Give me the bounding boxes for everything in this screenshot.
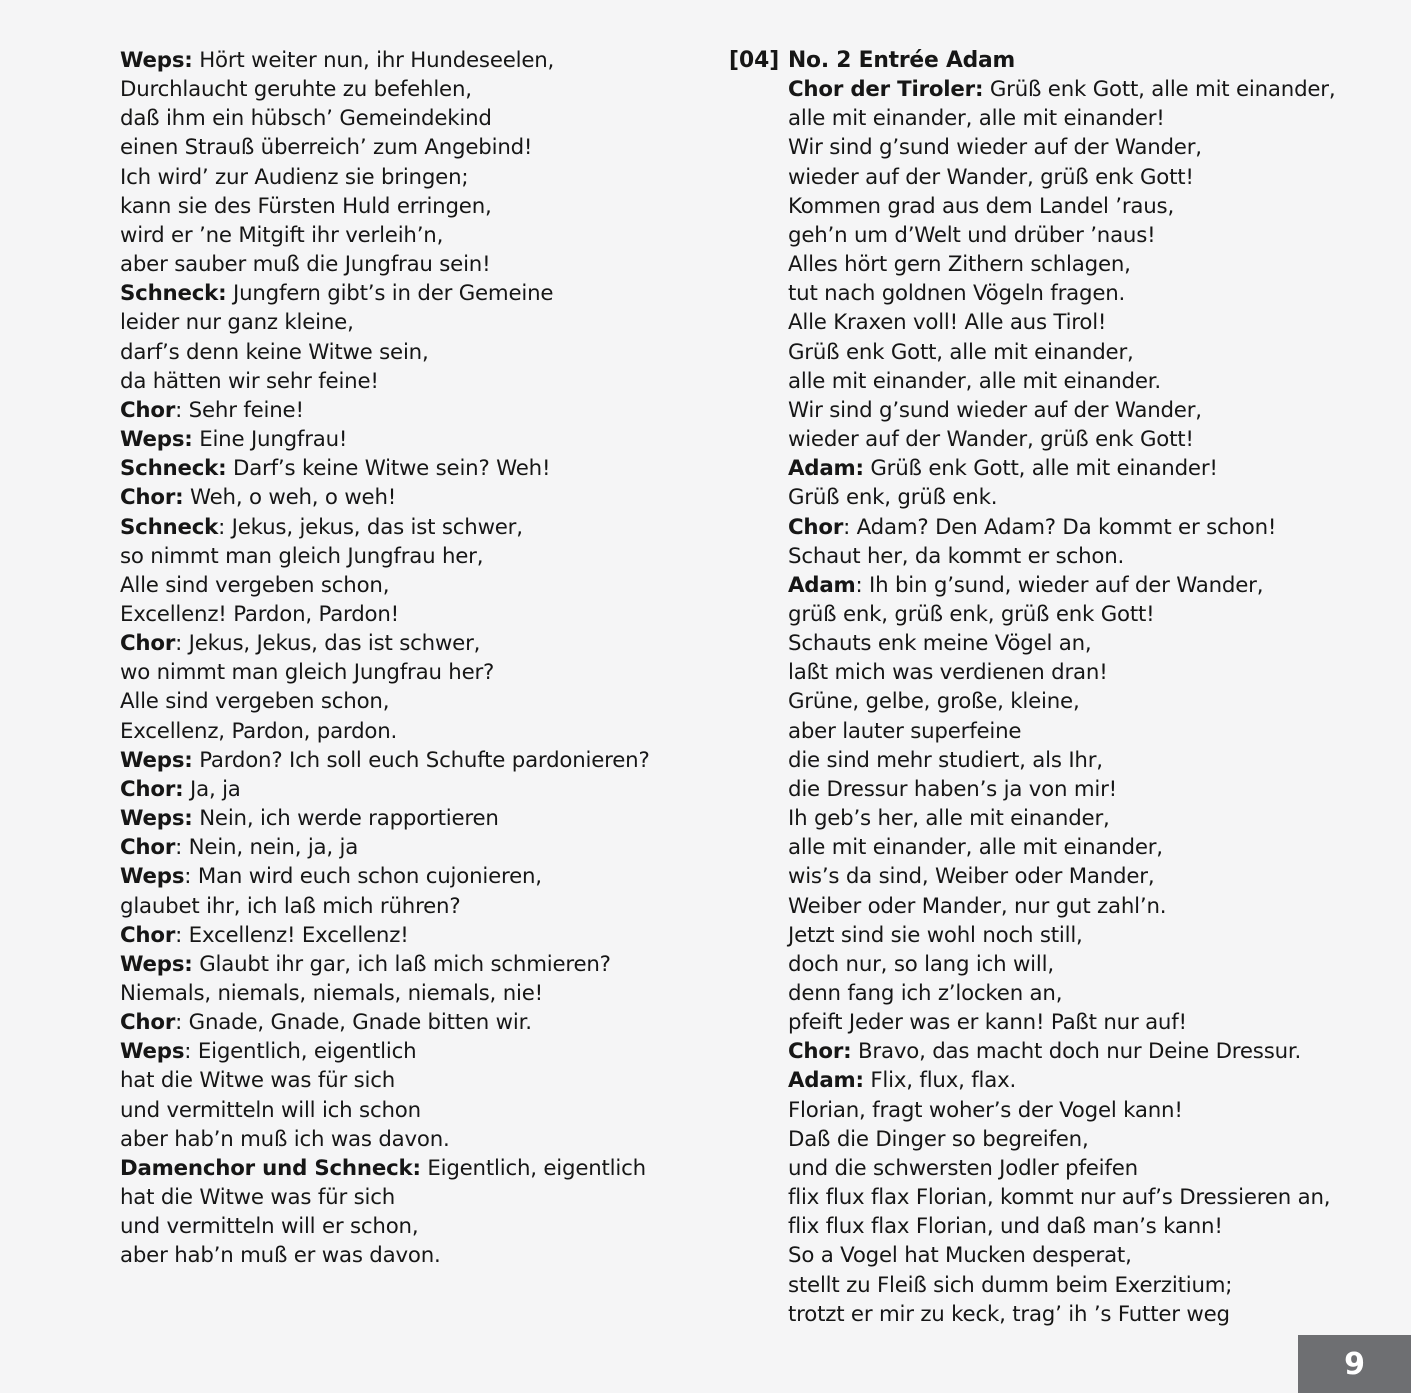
line-text: flix flux flax Florian, und daß man’s kann! <box>788 1214 1223 1240</box>
line-text: : Adam? Den Adam? Da kommt er schon! <box>843 514 1277 540</box>
line-text: Daß die Dinger so begreifen, <box>788 1126 1089 1152</box>
line-text: : Gnade, Gnade, Gnade bitten wir. <box>175 1010 532 1036</box>
line-text: Schauts enk meine Vögel an, <box>788 631 1092 657</box>
speaker-name: Schneck: <box>120 281 227 307</box>
speaker-name: Schneck: <box>120 456 227 482</box>
libretto-line <box>788 513 1388 542</box>
speaker-name: Chor: <box>120 776 184 802</box>
line-text: Grüß enk Gott, alle mit einander! <box>863 456 1218 482</box>
libretto-line <box>788 104 1388 133</box>
speaker-name: Weps: <box>120 48 193 73</box>
speaker-name: Weps <box>120 1039 185 1065</box>
libretto-line <box>120 1183 680 1212</box>
line-text: aber hab’n muß ich was davon. <box>120 1126 450 1152</box>
line-text: Grüß enk Gott, alle mit einander, <box>983 77 1336 103</box>
libretto-line <box>788 1241 1388 1270</box>
line-text: Weh, o weh, o weh! <box>183 485 397 511</box>
line-text: Ja, ja <box>183 776 241 802</box>
line-text: Niemals, niemals, niemals, niemals, nie! <box>120 981 543 1006</box>
libretto-line <box>788 542 1388 571</box>
libretto-line <box>120 921 680 950</box>
line-text: alle mit einander, alle mit einander, <box>788 835 1163 861</box>
libretto-line <box>788 892 1388 921</box>
libretto-line <box>120 163 680 192</box>
libretto-line <box>120 600 680 629</box>
line-text: leider nur ganz kleine, <box>120 310 354 336</box>
speaker-name: Chor <box>120 1010 176 1036</box>
libretto-line <box>120 454 680 483</box>
libretto-line <box>788 862 1388 891</box>
libretto-line <box>788 367 1388 396</box>
libretto-line <box>788 192 1388 221</box>
libretto-line <box>120 1154 680 1183</box>
libretto-line <box>120 425 680 454</box>
line-text: Florian, fragt woher’s der Vogel kann! <box>788 1097 1183 1123</box>
libretto-line <box>788 950 1388 979</box>
right-lines <box>788 75 1388 1329</box>
speaker-name: Damenchor und Schneck: <box>120 1155 421 1181</box>
libretto-line <box>788 279 1388 308</box>
line-text: tut nach goldnen Vögeln fragen. <box>788 281 1126 307</box>
line-text: Nein, ich werde rapportieren <box>192 806 499 832</box>
libretto-line <box>788 1183 1388 1212</box>
libretto-line <box>120 979 680 1008</box>
line-text: wieder auf der Wander, grüß enk Gott! <box>788 427 1194 453</box>
line-text: Weiber oder Mander, nur gut zahl’n. <box>788 893 1167 919</box>
libretto-line <box>120 513 680 542</box>
libretto-line <box>120 1241 680 1270</box>
libretto-line <box>788 1008 1388 1037</box>
libretto-line <box>788 600 1388 629</box>
line-text: : Eigentlich, eigentlich <box>184 1039 417 1065</box>
line-text: Ich wird’ zur Audienz sie bringen; <box>120 164 469 190</box>
libretto-line <box>120 1212 680 1241</box>
libretto-line <box>120 192 680 221</box>
line-text: und vermitteln will ich schon <box>120 1097 421 1123</box>
speaker-name: Adam: <box>788 1068 864 1094</box>
speaker-name: Schneck <box>120 514 219 540</box>
line-text: stellt zu Fleiß sich dumm beim Exerzitium; <box>788 1272 1233 1298</box>
libretto-line <box>788 571 1388 600</box>
libretto-line <box>120 1096 680 1125</box>
libretto-line <box>120 133 680 162</box>
speaker-name: Chor: <box>120 485 184 511</box>
speaker-name: Chor <box>120 631 176 657</box>
line-text: alle mit einander, alle mit einander! <box>788 106 1165 132</box>
line-text: Excellenz, Pardon, pardon. <box>120 718 398 744</box>
line-text: darf’s denn keine Witwe sein, <box>120 339 429 365</box>
speaker-name: Chor <box>788 514 844 540</box>
line-text: aber sauber muß die Jungfrau sein! <box>120 252 491 278</box>
line-text: : Excellenz! Excellenz! <box>175 922 409 948</box>
line-text: Pardon? Ich soll euch Schufte pardonieren? <box>192 747 650 773</box>
libretto-line <box>120 1008 680 1037</box>
line-text: Bravo, das macht doch nur Deine Dressur. <box>851 1039 1302 1065</box>
page-number: 9 <box>1298 1335 1411 1393</box>
libretto-line <box>120 1037 680 1066</box>
libretto-line <box>788 1212 1388 1241</box>
libretto-line <box>120 892 680 921</box>
line-text: Darf’s keine Witwe sein? Weh! <box>226 456 551 482</box>
line-text: Alle sind vergeben schon, <box>120 572 390 598</box>
libretto-line <box>788 250 1388 279</box>
line-text: Grüne, gelbe, große, kleine, <box>788 689 1080 715</box>
libretto-line <box>120 804 680 833</box>
line-text: : Man wird euch schon cujonieren, <box>184 864 542 890</box>
line-text: Glaubt ihr gar, ich laß mich schmieren? <box>192 951 611 977</box>
line-text: Eine Jungfrau! <box>192 427 348 453</box>
line-text: wo nimmt man gleich Jungfrau her? <box>120 660 495 686</box>
line-text: laßt mich was verdienen dran! <box>788 660 1108 686</box>
libretto-line <box>120 1125 680 1154</box>
libretto-line <box>788 454 1388 483</box>
libretto-line <box>788 804 1388 833</box>
line-text: flix flux flax Florian, kommt nur auf’s Dressieren an, <box>788 1185 1331 1211</box>
libretto-line <box>788 75 1388 104</box>
speaker-name: Adam: <box>788 456 864 482</box>
line-text: pfeift Jeder was er kann! Paßt nur auf! <box>788 1010 1187 1036</box>
line-text: Wir sind g’sund wieder auf der Wander, <box>788 135 1202 161</box>
libretto-line <box>120 629 680 658</box>
line-text: : Ih bin g’sund, wieder auf der Wander, <box>855 572 1264 598</box>
libretto-line <box>120 221 680 250</box>
line-text: glaubet ihr, ich laß mich rühren? <box>120 893 461 919</box>
line-text: Alles hört gern Zithern schlagen, <box>788 252 1131 278</box>
line-text: Grüß enk, grüß enk. <box>788 485 998 511</box>
line-text: die Dressur haben’s ja von mir! <box>788 776 1118 802</box>
line-text: Wir sind g’sund wieder auf der Wander, <box>788 397 1202 423</box>
line-text: geh’n um d’Welt und drüber ’naus! <box>788 222 1156 248</box>
line-text: : Jekus, Jekus, das ist schwer, <box>175 631 481 657</box>
line-text: : Jekus, jekus, das ist schwer, <box>218 514 523 540</box>
libretto-line <box>120 367 680 396</box>
libretto-line <box>120 338 680 367</box>
speaker-name: Chor <box>120 397 176 423</box>
line-text: alle mit einander, alle mit einander. <box>788 368 1161 394</box>
libretto-line <box>120 950 680 979</box>
line-text: trotzt er mir zu keck, trag’ ih ’s Futter weg <box>788 1301 1230 1327</box>
libretto-line <box>120 250 680 279</box>
line-text: Schaut her, da kommt er schon. <box>788 543 1125 569</box>
line-text: grüß enk, grüß enk, grüß enk Gott! <box>788 601 1155 627</box>
line-text: Alle sind vergeben schon, <box>120 689 390 715</box>
libretto-line <box>120 75 680 104</box>
line-text: Hört weiter nun, ihr Hundeseelen, <box>192 48 555 73</box>
libretto-line <box>120 862 680 891</box>
speaker-name: Chor <box>120 922 176 948</box>
line-text: da hätten wir sehr feine! <box>120 368 379 394</box>
libretto-line <box>788 1271 1388 1300</box>
line-text: wird er ’ne Mitgift ihr verleih’n, <box>120 222 444 248</box>
libretto-line <box>120 571 680 600</box>
line-text: Grüß enk Gott, alle mit einander, <box>788 339 1134 365</box>
track-number: [04] <box>729 48 780 73</box>
libretto-line <box>788 1300 1388 1329</box>
libretto-line <box>120 483 680 512</box>
libretto-line <box>788 979 1388 1008</box>
line-text: einen Strauß überreich’ zum Angebind! <box>120 135 533 161</box>
libretto-line <box>788 396 1388 425</box>
libretto-line <box>788 483 1388 512</box>
speaker-name: Weps <box>120 864 185 890</box>
line-text: : Nein, nein, ja, ja <box>175 835 359 861</box>
libretto-line <box>120 542 680 571</box>
libretto-line <box>120 104 680 133</box>
libretto-line <box>120 279 680 308</box>
line-text: Flix, flux, flax. <box>863 1068 1017 1094</box>
line-text: die sind mehr studiert, als Ihr, <box>788 747 1103 773</box>
speaker-name: Weps: <box>120 806 193 832</box>
libretto-line <box>788 775 1388 804</box>
line-text: Jungfern gibt’s in der Gemeine <box>226 281 554 307</box>
libretto-line <box>788 629 1388 658</box>
libretto-line <box>120 775 680 804</box>
line-text: So a Vogel hat Mucken desperat, <box>788 1243 1132 1269</box>
libretto-line <box>788 687 1388 716</box>
line-text: denn fang ich z’locken an, <box>788 981 1063 1006</box>
line-text: Alle Kraxen voll! Alle aus Tirol! <box>788 310 1107 336</box>
libretto-line <box>120 746 680 775</box>
speaker-name: Adam <box>788 572 856 598</box>
libretto-line <box>120 687 680 716</box>
line-text: kann sie des Fürsten Huld erringen, <box>120 193 492 219</box>
speaker-name: Weps: <box>120 747 193 773</box>
libretto-line <box>120 658 680 687</box>
line-text: und vermitteln will er schon, <box>120 1214 419 1240</box>
line-text: : Sehr feine! <box>175 397 304 423</box>
libretto-line <box>788 658 1388 687</box>
libretto-line <box>120 717 680 746</box>
speaker-name: Weps: <box>120 427 193 453</box>
line-text: Ih geb’s her, alle mit einander, <box>788 806 1110 832</box>
line-text: und die schwersten Jodler pfeifen <box>788 1155 1138 1181</box>
line-text: hat die Witwe was für sich <box>120 1185 395 1211</box>
libretto-line <box>788 338 1388 367</box>
section-heading: No. 2 Entrée Adam <box>788 48 1016 73</box>
right-column <box>788 46 1388 1329</box>
libretto-line <box>788 163 1388 192</box>
libretto-line <box>788 133 1388 162</box>
libretto-line <box>120 396 680 425</box>
libretto-line <box>788 833 1388 862</box>
line-text: Kommen grad aus dem Landel ’raus, <box>788 193 1175 219</box>
line-text: aber lauter superfeine <box>788 718 1022 744</box>
line-text: Jetzt sind sie wohl noch still, <box>788 922 1083 948</box>
libretto-line <box>788 1066 1388 1095</box>
libretto-line <box>120 833 680 862</box>
libretto-line <box>788 1096 1388 1125</box>
line-text: Durchlaucht geruhte zu befehlen, <box>120 77 472 103</box>
line-text: aber hab’n muß er was davon. <box>120 1243 441 1269</box>
line-text: Excellenz! Pardon, Pardon! <box>120 601 400 627</box>
speaker-name: Chor: <box>788 1039 852 1065</box>
left-column <box>120 46 680 1271</box>
line-text: wis’s da sind, Weiber oder Mander, <box>788 864 1155 890</box>
libretto-line <box>788 425 1388 454</box>
libretto-line <box>788 921 1388 950</box>
libretto-line <box>788 1037 1388 1066</box>
libretto-line <box>120 1066 680 1095</box>
speaker-name: Chor <box>120 835 176 861</box>
libretto-line <box>788 746 1388 775</box>
libretto-line <box>788 1125 1388 1154</box>
line-text: daß ihm ein hübsch’ Gemeindekind <box>120 106 492 132</box>
line-text: Eigentlich, eigentlich <box>420 1155 646 1181</box>
line-text: doch nur, so lang ich will, <box>788 951 1054 977</box>
libretto-line <box>788 308 1388 337</box>
libretto-line <box>120 308 680 337</box>
line-text: hat die Witwe was für sich <box>120 1068 395 1094</box>
libretto-line <box>788 717 1388 746</box>
libretto-line <box>788 1154 1388 1183</box>
libretto-line <box>788 221 1388 250</box>
line-text: wieder auf der Wander, grüß enk Gott! <box>788 164 1194 190</box>
speaker-name: Weps: <box>120 951 193 977</box>
speaker-name: Chor der Tiroler: <box>788 77 984 103</box>
line-text: so nimmt man gleich Jungfrau her, <box>120 543 484 569</box>
libretto-line <box>120 46 680 75</box>
